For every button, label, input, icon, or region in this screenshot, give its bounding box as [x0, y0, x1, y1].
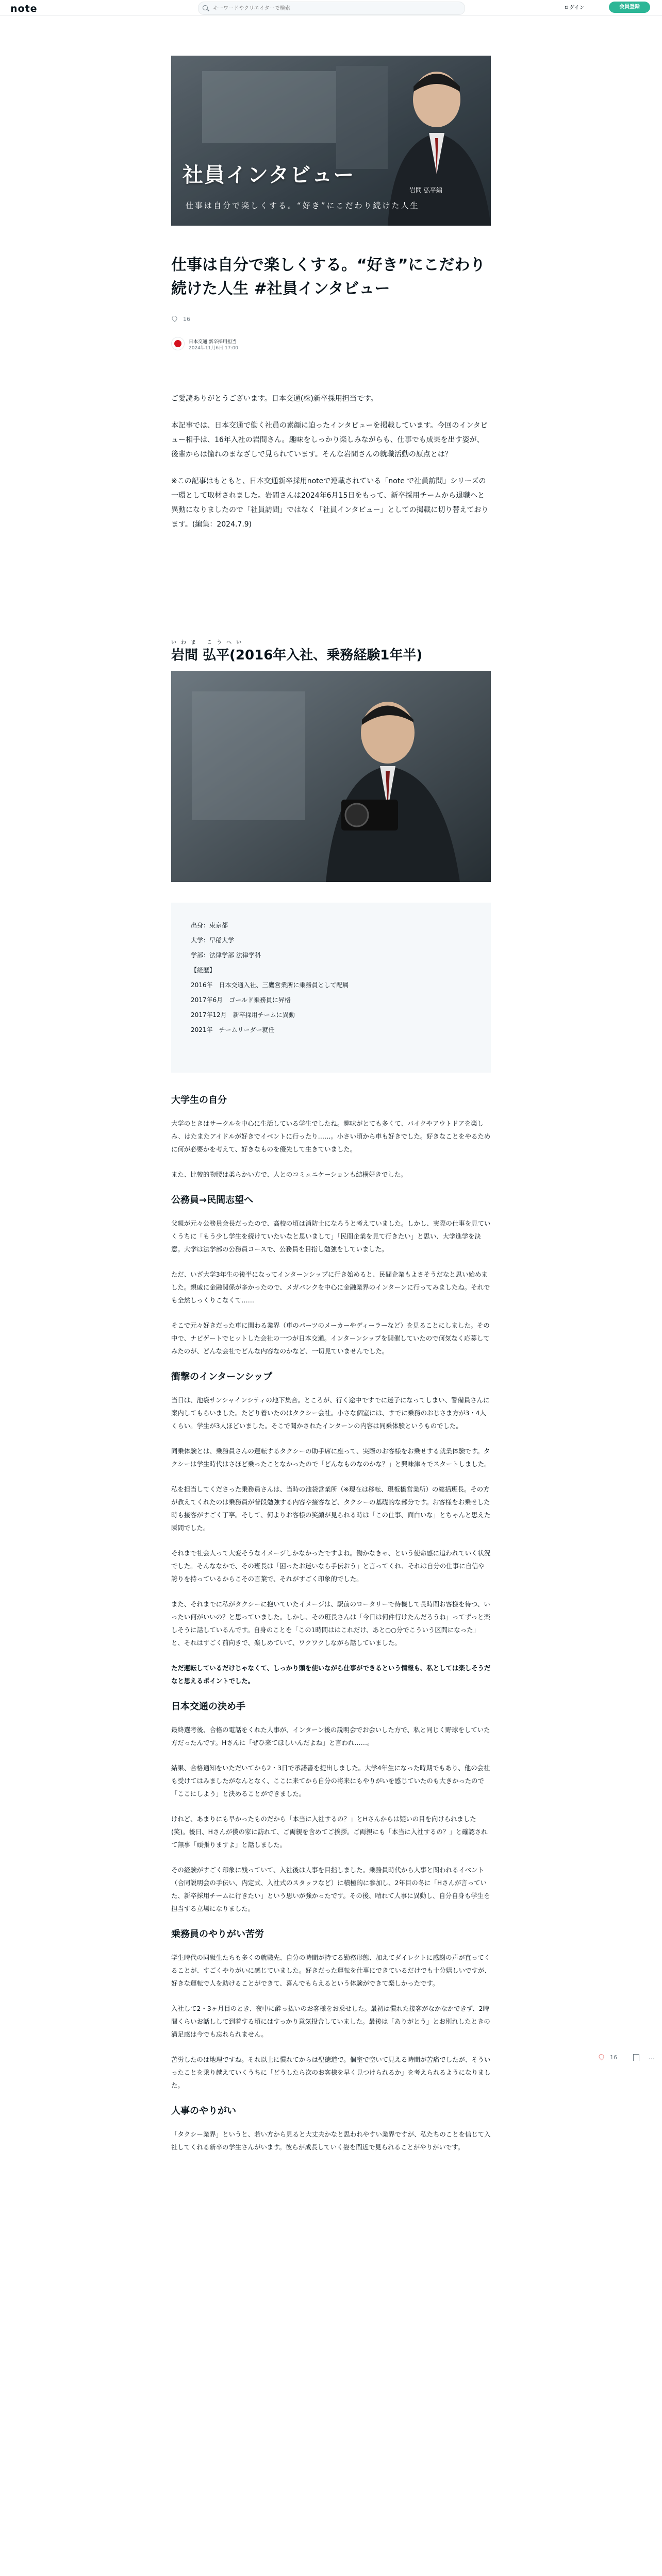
body-paragraph: 入社して2・3ヶ月目のとき、夜中に酔っ払いのお客様をお乗せした。最初は慣れた接客がなかなかできず、2時間くらいお話しして到着する頃にはすっかり意気投合していました。最後は「ありがとう」とお別れしたときの満足感は今でも忘れられません。 — [171, 2005, 490, 2038]
body-paragraph: 学生時代の同級生たちも多くの就職先、自分の時間が持てる勤務形態、加えてダイレクトに感謝の声が直ってくることが、すごくやりがいに感じていました。好きだった運転を仕事にできているだけでも十分嬉しいですが、好きな運転で人を助けることができて、喜んでもらえるという体験ができて楽しかったです。 — [171, 1954, 491, 1987]
interviewee-photo — [171, 671, 491, 882]
body-paragraph: また、それまでに私がタクシーに抱いていたイメージは、駅前のロータリーで待機して長時間お客様を待つ、いったい何がいいの？と思っていました。しかし、その班長さんは「今日は何件行けたんだろうね」ってずっと楽しそうに話しているんです。自身のことを「この1時間ははこれだけ、あと○○分でこういう区間になった」と、それはすごく前向きで、楽しめていて、ワクワクしながら話していました。 — [171, 1600, 490, 1647]
floating-like-button[interactable] — [598, 2054, 617, 2061]
note-logo[interactable]: note — [10, 3, 38, 14]
avatar[interactable] — [171, 337, 185, 350]
career-line: 2021年 チームリーダー就任 — [191, 1026, 275, 1033]
like-count[interactable] — [171, 315, 190, 323]
intro-paragraph: ※この記事はもともと、日本交通新卒採用noteで連載されている「note で社員訪問」シリーズの一環として取材されました。岩間さんは2024年6月15日をもって、新卒採用チームから退職へと異動になりましたので「社員訪問」ではなく「社員インタビュー」としての掲載に切り替えております。(編集：2024.7.9) — [171, 477, 489, 529]
body-paragraph: その経験がすごく印象に残っていて、入社後は人事を目指しました。乗務員時代から人事と関われるイベント（合同説明会の手伝い、内定式、入社式のスタッフなど）に積極的に参加し、2年目の冬に「Hさんが言っていた、新卒採用チームに行きたい」という思いが強かったです。その後、晴れて人事に異動し、自分自身も学生を担当する立場になりました。 — [171, 1866, 490, 1912]
eyecatch-image — [171, 56, 491, 226]
section-heading: 大学生の自分 — [171, 1095, 227, 1106]
global-header — [0, 0, 662, 16]
profile-line: 学部：法律学部 法律学科 — [191, 952, 261, 959]
heart-icon[interactable] — [598, 2053, 605, 2060]
section-heading: 衝撃のインターンシップ — [171, 1371, 273, 1382]
name-ruby: いわま こうへい — [171, 640, 246, 646]
body-paragraph: 同乗体験とは、乗務員さんの運転するタクシーの助手席に座って、実際のお客様をお乗せする就業体験です。タクシーは学生時代はさほど乗ったことなかったので「どんなものなのかな？」と興味津々でスタートしました。 — [171, 1447, 491, 1468]
body-paragraph: 私を担当してくださった乗務員さんは、当時の池袋営業所（※現在は移転、現板橋営業所）の総括班長。その方が教えてくれたのは乗務員が普段勉強する内容や接客など、タクシーの基礎的な部分です。お客様をお乗せした時も接客がすごく丁寧。そして、何よりお客様の笑顔が見られる時は「この仕事、面白いな」とちゃんと思えた瞬間でした。 — [171, 1485, 491, 1532]
article-intro — [171, 392, 491, 544]
body-paragraph: 「タクシー業界」というと、若い方から見ると大丈夫かなと思われやすい業界ですが、私たちのことを信じて入社してくれる新卒の学生さんがいます。彼らが成長していく姿を間近で見られることがやりがいです。 — [171, 2130, 491, 2151]
profile-box — [171, 903, 491, 1073]
article-title: 仕事は自分で楽しくする。“好き”にこだわり続けた人生 #社員インタビュー — [171, 256, 486, 298]
body-paragraph: けれど、あまりにも早かったものだから「本当に入社するの？」とHさんからは疑いの目を向けられました(笑)。後日、Hさんが僕の家に訪れて、ご両親を含めてご挨拶。ご両親にも「本当に入社するの？」と確認されて無事「頑張りますよ」と話しました。 — [171, 1815, 488, 1849]
body-paragraph: 結果、合格通知をいただいてから2・3日で承諾書を提出しました。大学4年生になった時期でもあり、他の会社も受けてはみましたがなんとなく、ここに来てから自分の将来にもやりがいを感じていたのも大きかったので「ここにしよう」と決めることができました。 — [171, 1764, 490, 1798]
signup-button[interactable]: 会員登録 — [609, 2, 650, 13]
eyecatch-name: 岩間 弘平編 — [409, 187, 442, 194]
more-options-icon[interactable]: … — [649, 2054, 655, 2061]
bookmark-icon[interactable] — [633, 2054, 639, 2061]
eyecatch-subtitle: 仕事は自分で楽しくする。“好き”にこだわり続けた人生 — [186, 201, 420, 210]
article-body — [171, 1093, 491, 2166]
heart-icon[interactable] — [171, 315, 178, 322]
body-paragraph: 最終選考後、合格の電話をくれた人事が、インターン後の説明会でお会いした方で、私と同じく野球をしていた方だったんです。Hさんに「ぜひ来てほしいんだよね」と言われ……。 — [171, 1726, 490, 1747]
body-paragraph: 当日は、池袋サンシャインシティの地下集合。ところが、行く途中ですでに迷子になってしまい、警備員さんに案内してもらいました。たどり着いたのはタクシー会社。小さな個室には、すでに乗務のおじさま方が3・4人くらい。学生が3人ほどいました。そこで聞かされたインターンの内容は同乗体験というものでした。 — [171, 1396, 490, 1430]
search-box[interactable] — [198, 2, 465, 15]
section-heading: 人事のやりがい — [171, 2106, 236, 2116]
eyecatch-title: 社員インタビュー — [183, 163, 355, 187]
like-number: 16 — [183, 316, 190, 323]
interviewee-photo-svg — [171, 671, 491, 882]
career-line: 2016年 日本交通入社、三鷹営業所に乗務員として配属 — [191, 981, 349, 989]
career-title: 【経歴】 — [191, 967, 216, 974]
interviewee-heading: 岩間 弘平(2016年入社、乗務経験1年半) — [171, 648, 423, 663]
profile-content — [191, 918, 349, 1038]
body-paragraph: ただ運転しているだけじゃなくて、しっかり頭を使いながら仕事ができるという情報も、私としては楽しそうだなと思えるポイントでした。 — [171, 1664, 491, 1685]
section-heading: 日本交通の決め手 — [171, 1701, 245, 1712]
floating-like-count: 16 — [610, 2054, 617, 2061]
body-paragraph: ただ、いざ大学3年生の後半になってインターンシップに行き始めると、民間企業もよさそうだなと思い始めました。親戚に金融関係が多かったので、メガバンクを中心に金融業界のインターンに行ってみましたね。それでも全然しっくりこなくて…… — [171, 1270, 490, 1304]
career-line: 2017年12月 新卒採用チームに異動 — [191, 1011, 295, 1019]
body-paragraph: そこで元々好きだった車に関わる業界（車のパーツのメーカーやディーラーなど）を見ることにしました。その中で、ナビゲートでヒットした会社の一つが日本交通。インターンシップを開催していたので何気なく応募してみたのが、どんな会社でどんな内容なのかなど、一切見ていませんでした。 — [171, 1321, 490, 1355]
body-paragraph: それまで社会人って大変そうなイメージしかなかったですよね。働かなきゃ、という使命感に追われていく状況でした。そんななかで、その班長は「困ったお迷いなら手伝おう」と言ってくれ、それは自分の仕事に自信や誇りを持っているからこその言葉で、それがすごく印象的でした。 — [171, 1549, 491, 1583]
profile-line: 大学：早稲大学 — [191, 937, 235, 944]
section-heading: 公務員→民間志望へ — [171, 1195, 254, 1206]
body-paragraph: また、比較的物腰は柔らかい方で、人とのコミュニケーションも結構好きでした。 — [171, 1171, 407, 1178]
search-input[interactable] — [212, 3, 456, 13]
search-icon — [203, 5, 208, 10]
intro-paragraph: 本記事では、日本交通で働く社員の素顔に迫ったインタビューを掲載しています。今回のインタビュー相手は、16年入社の岩間さん。趣味をしっかり楽しみながらも、仕事でも成果を出す姿が、後輩からは憧れのまなざしで見られています。そんな岩間さんの就職活動の原点とは？ — [171, 421, 488, 459]
author-name[interactable]: 日本交通 新卒採用担当 — [189, 340, 237, 345]
login-link[interactable]: ログイン — [564, 5, 585, 11]
body-paragraph: 苦労したのは地理ですね。それ以上に慣れてからは聖徳道で。個室で空いて見える時間が苦痛でしたが、そういったことを乗り越えていくうちに「どうしたら次のお客様を早く見つけられるか」を考えられるようになりました。 — [171, 2056, 491, 2089]
body-paragraph: 大学のときはサークルを中心に生活している学生でしたね。趣味がとても多くて、バイクやアウトドアを楽しみ、はたまたアイドルが好きでイベントに行ったり……。小さい頃から車も好きでした。好きなことをやるために何が必要かを考えて、好きなものを優先して生きていました。 — [171, 1120, 491, 1153]
section-heading: 乗務員のやりがい苦労 — [171, 1929, 264, 1940]
body-paragraph: 父親が元々公務員会長だったので、高校の頃は消防士になろうと考えていました。しかし、実際の仕事を見ていくうちに「もう少し学生を続けていたいなと思いまして」「民間企業を見て行きたい」と思い、大学進学を決意。大学は法学部の公務員コースで、公務員を目指し勉強をしていました。 — [171, 1219, 491, 1253]
intro-paragraph: ご愛読ありがとうございます。日本交通(株)新卒採用担当です。 — [171, 395, 378, 403]
career-line: 2017年6月 ゴールド乗務員に昇格 — [191, 996, 291, 1004]
publish-date: 2024年11月6日 17:00 — [189, 346, 238, 351]
profile-line: 出身：東京都 — [191, 922, 228, 929]
